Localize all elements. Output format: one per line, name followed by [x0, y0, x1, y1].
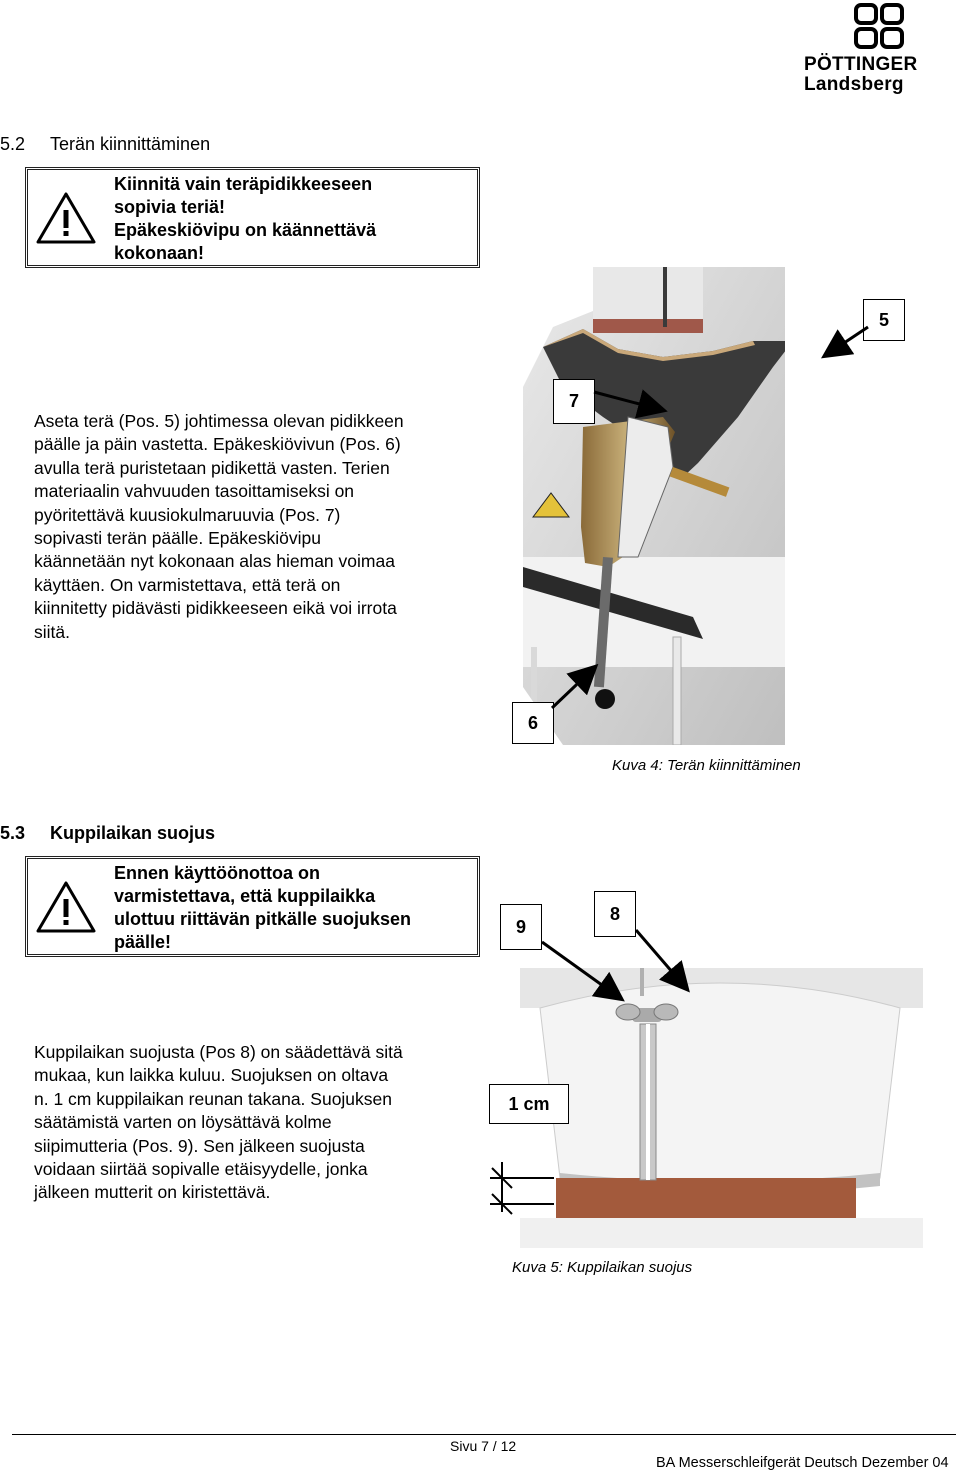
footer-document-title: BA Messerschleifgerät Deutsch Dezember 04 — [656, 1455, 949, 1471]
arrow-pos-9 — [542, 942, 620, 998]
body-line: voidaan siirtää sopivalle etäisyydelle, jonka — [34, 1159, 368, 1180]
section-number: 5.3 — [0, 823, 26, 843]
warning-line: ulottuu riittävän pitkälle suojuksen — [114, 909, 412, 929]
body-line: avulla terä puristetaan pidikettä vasten. Terien — [34, 457, 390, 478]
label-pos-6: 6 — [512, 702, 554, 744]
label-pos-7: 7 — [553, 379, 595, 424]
body-line: käyttäen. On varmistettava, että terä on — [34, 574, 341, 595]
section-number: 5.2 — [0, 134, 26, 154]
brand-line-2: Landsberg — [804, 74, 904, 95]
body-line: mukaa, kun laikka kuluu. Suojuksen on oltava — [34, 1065, 389, 1086]
arrow-pos-8 — [636, 930, 686, 988]
body-line: sopivasti terän päälle. Epäkeskiövipu — [34, 528, 321, 549]
arrow-pos-6 — [552, 668, 594, 708]
figure-4-caption: Kuva 4: Terän kiinnittäminen — [612, 757, 801, 774]
measurement-label: 1 cm — [489, 1084, 569, 1124]
brand-line-1: PÖTTINGER — [804, 54, 918, 75]
label-pos-8: 8 — [594, 891, 636, 937]
warning-line: päälle! — [114, 932, 172, 952]
warning-line: varmistettava, että kuppilaikka — [114, 886, 376, 906]
measurement-dimension-icon — [490, 1162, 554, 1214]
body-line: Kuppilaikan suojusta (Pos 8) on säädettävä sitä — [34, 1042, 403, 1062]
warning-line: Epäkeskiövipu on käännettävä — [114, 220, 377, 240]
body-line: säätämistä varten on löysättävä kolme — [34, 1112, 332, 1133]
section-title: Kuppilaikan suojus — [50, 823, 216, 843]
footer-page-number: Sivu 7 / 12 — [450, 1438, 517, 1454]
label-pos-5: 5 — [863, 299, 905, 341]
arrow-pos-7 — [594, 392, 662, 410]
body-line: n. 1 cm kuppilaikan reunan takana. Suojuksen — [34, 1088, 393, 1109]
body-line: käännetään nyt kokonaan alas hieman voimaa — [34, 551, 395, 572]
section-title: Terän kiinnittäminen — [50, 134, 211, 154]
warning-line: sopivia teriä! — [114, 197, 226, 217]
arrow-pos-5 — [826, 327, 868, 355]
section-52-body — [34, 410, 484, 644]
warning-line: Ennen käyttöönottoa on — [114, 863, 320, 883]
footer-divider — [12, 1434, 956, 1435]
body-line: jälkeen mutterit on kiristettävä. — [34, 1182, 271, 1203]
section-53-body — [34, 1041, 484, 1205]
label-pos-9: 9 — [500, 904, 542, 950]
section-53-heading — [0, 823, 215, 844]
body-line: kiinnitetty pidävästi pidikkeeseen eikä voi irrota — [34, 598, 397, 619]
warning-line: Kiinnitä vain teräpidikkeeseen — [114, 174, 373, 194]
body-line: siitä. — [34, 621, 70, 642]
figure-5-caption: Kuva 5: Kuppilaikan suojus — [512, 1259, 693, 1276]
warning-line: kokonaan! — [114, 243, 205, 263]
body-line: Aseta terä (Pos. 5) johtimessa olevan pidikkeen — [34, 411, 404, 431]
body-line: pyöritettävä kuusiokulmaruuvia (Pos. 7) — [34, 504, 341, 525]
body-line: päälle ja päin vastetta. Epäkeskiövivun (Pos. 6) — [34, 434, 401, 455]
body-line: materiaalin vahvuuden tasoittamiseksi on — [34, 481, 355, 502]
body-line: siipimutteria (Pos. 9). Sen jälkeen suojusta — [34, 1135, 365, 1156]
